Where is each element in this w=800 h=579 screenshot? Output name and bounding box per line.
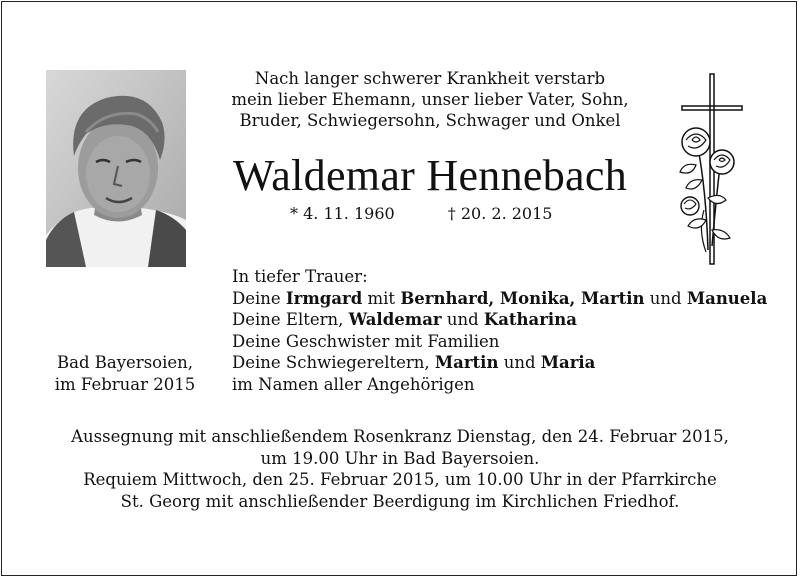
intro-line: mein lieber Ehemann, unser lieber Vater, Sohn, <box>231 90 629 109</box>
text-segment: Deine Eltern, <box>232 310 349 329</box>
name-segment: Martin <box>434 353 499 372</box>
text-segment: und <box>644 288 687 308</box>
deceased-name: Waldemar Hennebach <box>233 151 627 200</box>
service-info <box>20 426 780 512</box>
place-line: im Februar 2015 <box>54 374 196 394</box>
intro-line: Nach langer schwerer Krankheit verstarb <box>254 69 606 88</box>
text-segment: Deine Schwiegereltern, <box>232 353 435 372</box>
mourners-row-spouse <box>232 288 767 310</box>
service-line: um 19.00 Uhr in Bad Bayersoien. <box>260 448 540 468</box>
mourners-row-siblings: Deine Geschwister mit Familien <box>232 331 500 351</box>
birth-date: * 4. 11. 1960 <box>290 204 395 223</box>
text-segment: und <box>441 310 484 329</box>
mourners-row-in-laws <box>232 352 767 374</box>
name-segment: Irmgard <box>285 288 363 308</box>
intro-line: Bruder, Schwiegersohn, Schwager und Onkel <box>239 111 621 130</box>
cross-with-roses-icon <box>668 70 748 270</box>
portrait-icon <box>46 70 186 267</box>
service-line: St. Georg mit anschließender Beerdigung im Kirchlichen Friedhof. <box>120 491 680 511</box>
mourners-list <box>232 266 767 395</box>
intro-text <box>200 68 660 131</box>
mourners-heading: In tiefer Trauer: <box>232 267 368 286</box>
text-segment: und <box>498 353 541 372</box>
name-segment: Waldemar <box>348 310 442 329</box>
portrait-photo <box>46 70 186 267</box>
place-line: Bad Bayersoien, <box>56 353 194 372</box>
mourners-row-relatives: im Namen aller Angehörigen <box>232 374 475 394</box>
mourners-row-parents <box>232 309 767 331</box>
name-segment: Maria <box>540 353 596 372</box>
cross-icon <box>668 70 748 270</box>
name-segment: Bernhard, Monika, Martin <box>400 288 645 308</box>
name-segment: Manuela <box>686 288 768 308</box>
place-and-date <box>40 352 210 395</box>
service-line: Requiem Mittwoch, den 25. Februar 2015, um 10.00 Uhr in der Pfarrkirche <box>83 470 717 489</box>
name-segment: Katharina <box>483 310 577 329</box>
death-date: † 20. 2. 2015 <box>447 204 553 223</box>
text-segment: mit <box>362 288 401 308</box>
life-dates <box>290 204 552 224</box>
service-line: Aussegnung mit anschließendem Rosenkranz Dienstag, den 24. Februar 2015, <box>71 427 729 446</box>
text-segment: Deine <box>232 288 286 308</box>
